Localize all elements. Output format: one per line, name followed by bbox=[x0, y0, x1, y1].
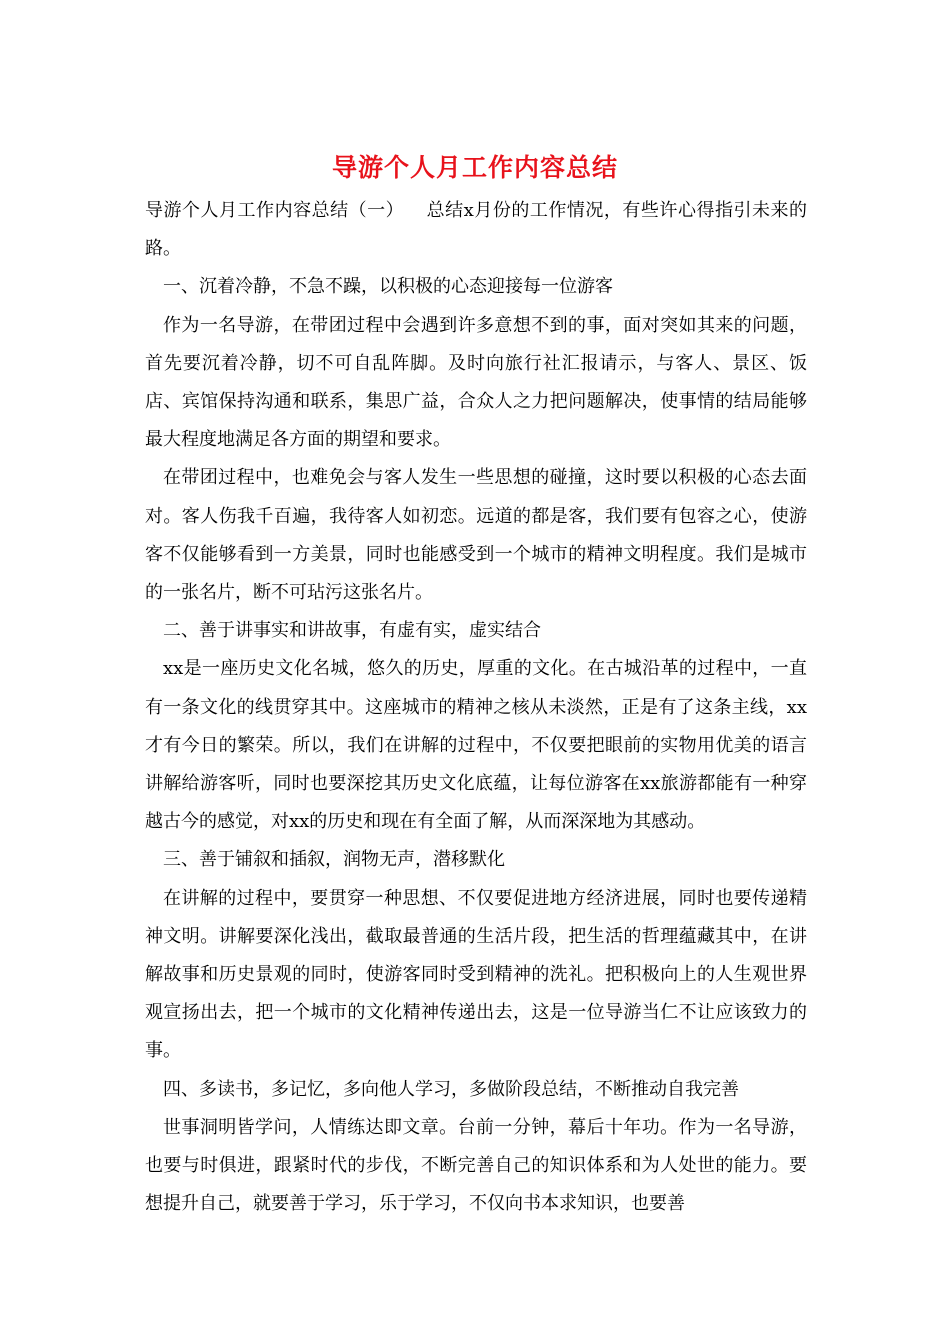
section-heading-2: 二、善于讲事实和讲故事，有虚有实，虚实结合 bbox=[163, 620, 541, 642]
section-heading-1: 一、沉着冷静，不急不躁，以积极的心态迎接每一位游客 bbox=[163, 276, 613, 298]
paragraph: 在带团过程中，也难免会与客人发生一些思想的碰撞，这时要以积极的心态去面对。客人伤我千百遍，我待客人如初恋。远道的都是客，我们要有包容之心，使游客不仅能够看到一方美景，同时也能感受到一个城市的精神文明程度。我们是城市的一张名片，断不可玷污这张名片。 bbox=[145, 467, 807, 604]
document-title: 导游个人月工作内容总结 bbox=[331, 153, 618, 182]
intro-paragraph bbox=[145, 192, 807, 268]
paragraph: 作为一名导游，在带团过程中会遇到许多意想不到的事，面对突如其来的问题，首先要沉着冷静，切不可自乱阵脚。及时向旅行社汇报请示，与客人、景区、饭店、宾馆保持沟通和联系，集思广益，合众人之力把问题解决，使事情的结局能够最大程度地满足各方面的期望和要求。 bbox=[145, 314, 807, 451]
section-heading-3: 三、善于铺叙和插叙，润物无声，潜移默化 bbox=[163, 849, 505, 871]
paragraph: 在讲解的过程中，要贯穿一种思想、不仅要促进地方经济进展，同时也要传递精神文明。讲解要深化浅出，截取最普通的生活片段，把生活的哲理蕴藏其中，在讲解故事和历史景观的同时，使游客同时受到精神的洗礼。把积极向上的人生观世界观宣扬出去，把一个城市的文化精神传递出去，这是一位导游当仁不让应该致力的事。 bbox=[145, 887, 807, 1062]
section-heading-4: 四、多读书，多记忆，多向他人学习，多做阶段总结，不断推动自我完善 bbox=[163, 1078, 739, 1100]
paragraph: xx是一座历史文化名城，悠久的历史，厚重的文化。在古城沿革的过程中，一直有一条文化的线贯穿其中。这座城市的精神之核从未淡然，正是有了这条主线，xx才有今日的繁荣。所以，我们在讲解的过程中，不仅要把眼前的实物用优美的语言讲解给游客听，同时也要深挖其历史文化底蕴，让每位游客在xx旅游都能有一种穿越古今的感觉，对xx的历史和现在有全面了解，从而深深地为其感动。 bbox=[145, 658, 807, 833]
intro-text: 总结x月份的工作情况，有些许心得指引未来的路。 bbox=[145, 200, 807, 260]
intro-heading: 导游个人月工作内容总结（一） bbox=[145, 200, 405, 221]
document-body bbox=[145, 192, 807, 1223]
paragraph: 世事洞明皆学问，人情练达即文章。台前一分钟，幕后十年功。作为一名导游，也要与时俱进，跟紧时代的步伐，不断完善自己的知识体系和为人处世的能力。要想提升自己，就要善于学习，乐于学习，不仅向书本求知识，也要善 bbox=[145, 1116, 807, 1215]
